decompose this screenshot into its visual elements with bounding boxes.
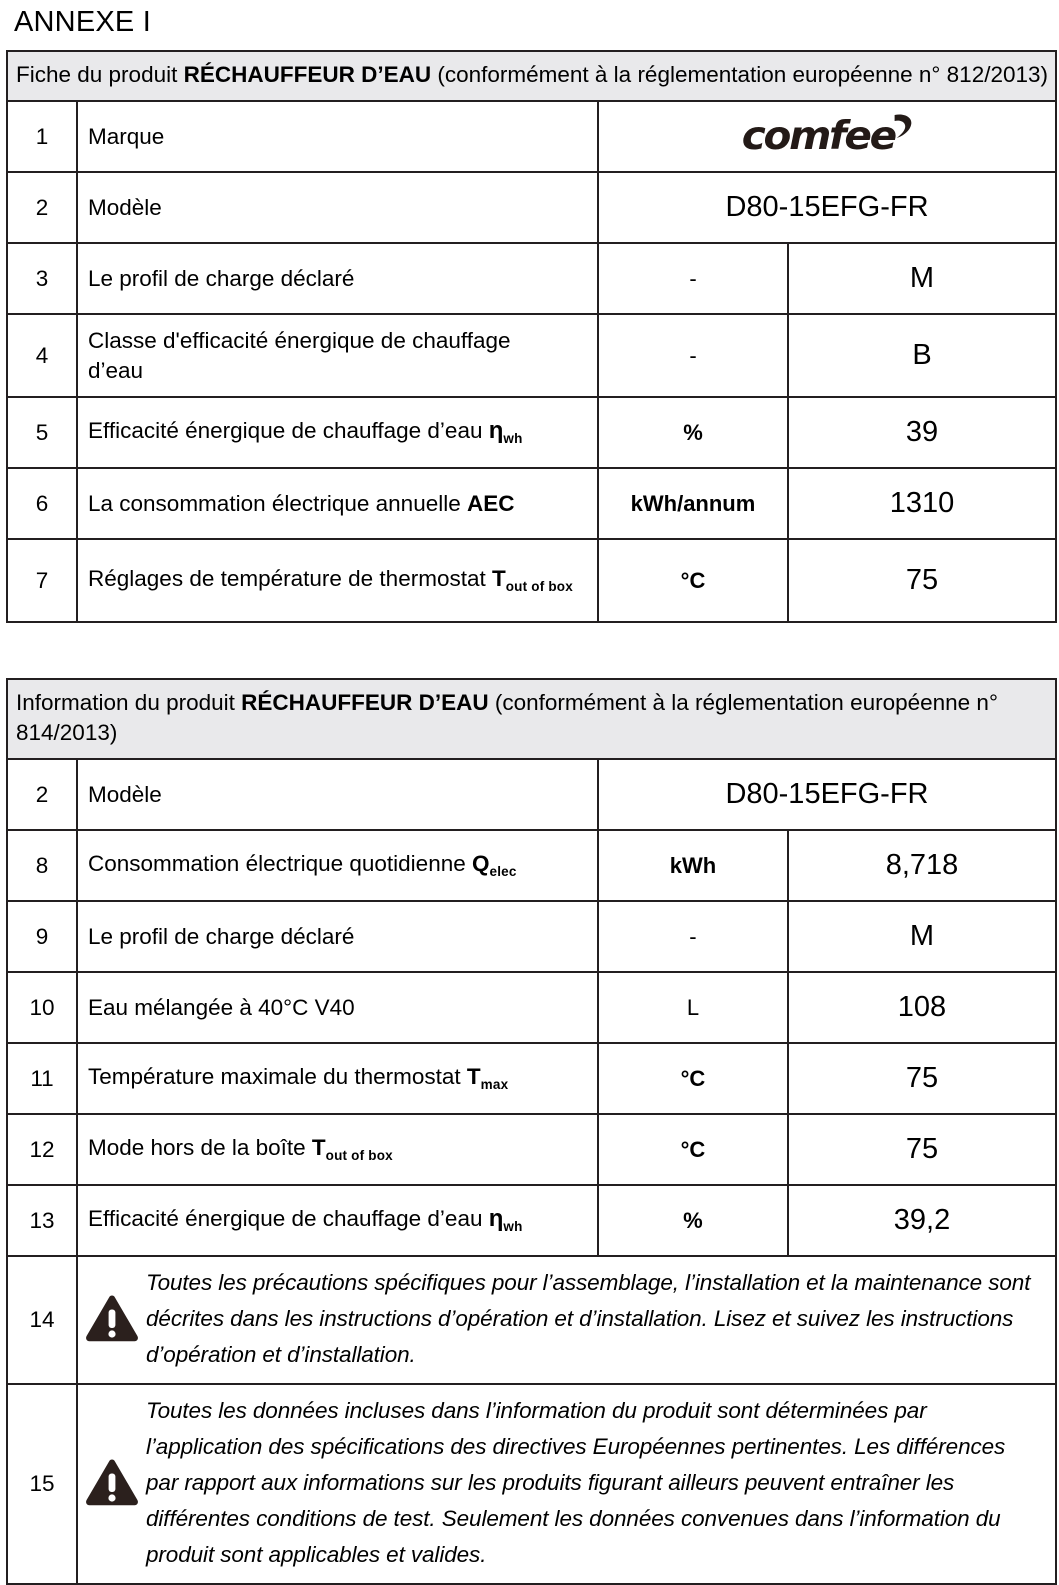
row-label-symbol: T <box>311 1135 326 1160</box>
row-label-symbol: T <box>491 566 506 591</box>
row-number: 10 <box>7 972 77 1043</box>
table-row <box>7 1114 1056 1185</box>
row-label-text: Mode hors de la boîte <box>88 1135 312 1160</box>
header-suffix: (conformément à la réglementation européenne n° 814/2013) <box>16 690 998 745</box>
table-note-row <box>7 1256 1056 1384</box>
row-number: 15 <box>7 1384 77 1584</box>
row-value: D80-15EFG-FR <box>598 172 1056 243</box>
row-unit: kWh <box>598 830 788 901</box>
row-unit: - <box>598 243 788 314</box>
row-unit: - <box>598 901 788 972</box>
row-value: D80-15EFG-FR <box>598 759 1056 830</box>
row-label <box>77 468 598 539</box>
row-unit: °C <box>598 539 788 622</box>
row-unit: % <box>598 1185 788 1256</box>
row-unit: °C <box>598 1114 788 1185</box>
row-label-subscript: wh <box>503 431 523 446</box>
warning-triangle-glyph <box>84 1458 140 1508</box>
table-row <box>7 901 1056 972</box>
comfee-swoosh-icon <box>893 113 914 139</box>
row-label-symbol: ƞ <box>488 1205 504 1232</box>
header-prefix: Information du produit <box>16 690 242 715</box>
row-number: 11 <box>7 1043 77 1114</box>
table-row <box>7 172 1056 243</box>
header-suffix: (conformément à la réglementation européenne n° 812/2013) <box>431 62 1049 87</box>
row-label-symbol: ƞ <box>488 417 504 444</box>
row-unit: °C <box>598 1043 788 1114</box>
row-label-text: Réglages de température de thermostat <box>88 566 492 591</box>
note-cell <box>77 1256 1056 1384</box>
row-number: 2 <box>7 172 77 243</box>
row-label: Modèle <box>77 759 598 830</box>
row-number: 12 <box>7 1114 77 1185</box>
row-label: Classe d'efficacité énergique de chauffage d’eau <box>77 314 598 397</box>
table-row <box>7 539 1056 622</box>
comfee-logo <box>742 114 912 159</box>
row-value: 8,718 <box>788 830 1056 901</box>
row-label: Le profil de charge déclaré <box>77 243 598 314</box>
table-row <box>7 468 1056 539</box>
table-row <box>7 243 1056 314</box>
row-value: 75 <box>788 1043 1056 1114</box>
product-information-table <box>6 678 1057 1585</box>
row-value: 39,2 <box>788 1185 1056 1256</box>
note-cell <box>77 1384 1056 1584</box>
row-value: 75 <box>788 1114 1056 1185</box>
row-number: 5 <box>7 397 77 468</box>
table-header-row <box>7 51 1056 101</box>
row-label-subscript: elec <box>489 864 517 879</box>
row-label <box>77 397 598 468</box>
product-fiche-table <box>6 50 1057 623</box>
table-row <box>7 972 1056 1043</box>
row-number: 3 <box>7 243 77 314</box>
row-value: 108 <box>788 972 1056 1043</box>
row-number: 13 <box>7 1185 77 1256</box>
row-label-subscript: max <box>480 1077 509 1092</box>
row-label-symbol: AEC <box>466 490 515 516</box>
table-note-row <box>7 1384 1056 1584</box>
table2-header-cell <box>7 679 1056 759</box>
row-label <box>77 1185 598 1256</box>
table-row <box>7 397 1056 468</box>
table-row <box>7 759 1056 830</box>
row-label <box>77 1114 598 1185</box>
comfee-wordmark: comfee <box>742 114 896 159</box>
table-header-row <box>7 679 1056 759</box>
table-row <box>7 101 1056 172</box>
row-label <box>77 830 598 901</box>
row-label-text: Efficacité énergique de chauffage d’eau <box>88 1206 489 1231</box>
table-row <box>7 1185 1056 1256</box>
row-value: M <box>788 901 1056 972</box>
row-label: Modèle <box>77 172 598 243</box>
row-number: 14 <box>7 1256 77 1384</box>
row-label-text: Efficacité énergique de chauffage d’eau <box>88 418 489 443</box>
row-label: Eau mélangée à 40°C V40 <box>77 972 598 1043</box>
row-value: M <box>788 243 1056 314</box>
row-number: 7 <box>7 539 77 622</box>
row-unit: - <box>598 314 788 397</box>
row-value: B <box>788 314 1056 397</box>
table-spacer <box>4 623 1055 678</box>
note-text: Toutes les données incluses dans l’information du produit sont déterminées par l’application des spécifications des directives Européennes pertinentes. Les différences par rapport aux informations sur les produits figurant ailleurs peuvent entraîner les différentes conditions de test. Seulement les données convenues dans l’information du produit sont applicables et valides. <box>146 1398 1006 1567</box>
row-unit: kWh/annum <box>598 468 788 539</box>
row-value: 1310 <box>788 468 1056 539</box>
note-text: Toutes les précautions spécifiques pour l’assemblage, l’installation et la maintenance sont décrites dans les instructions d’opération et d’installation. Lisez et suivez les instructions d’opération et d’installation. <box>146 1270 1031 1367</box>
warning-triangle-glyph <box>84 1294 140 1344</box>
row-label-text: La consommation électrique annuelle <box>88 490 467 516</box>
row-number: 9 <box>7 901 77 972</box>
row-label-text: Consommation électrique quotidienne <box>88 851 472 876</box>
row-label: Le profil de charge déclaré <box>77 901 598 972</box>
row-number: 8 <box>7 830 77 901</box>
page-title: ANNEXE I <box>14 6 151 38</box>
row-unit: L <box>598 972 788 1043</box>
row-value: 75 <box>788 539 1056 622</box>
warning-triangle-icon <box>78 1458 146 1508</box>
row-unit: % <box>598 397 788 468</box>
row-number: 4 <box>7 314 77 397</box>
row-value: 39 <box>788 397 1056 468</box>
row-label-text: Température maximale du thermostat <box>88 1064 467 1089</box>
row-label-subscript: out of box <box>325 1148 393 1163</box>
row-number: 1 <box>7 101 77 172</box>
row-label-subscript: wh <box>503 1219 523 1234</box>
row-label <box>77 539 598 622</box>
row-label-subscript: out of box <box>505 579 573 594</box>
header-bold: RÉCHAUFFEUR D’EAU <box>241 690 489 715</box>
table-row <box>7 1043 1056 1114</box>
row-label-symbol: Q <box>471 851 490 876</box>
header-prefix: Fiche du produit <box>16 62 184 87</box>
row-number: 6 <box>7 468 77 539</box>
row-number: 2 <box>7 759 77 830</box>
row-label <box>77 1043 598 1114</box>
row-label: Marque <box>77 101 598 172</box>
warning-triangle-icon <box>78 1294 146 1344</box>
row-label-symbol: T <box>466 1064 481 1089</box>
table1-header-cell <box>7 51 1056 101</box>
table-row <box>7 830 1056 901</box>
header-bold: RÉCHAUFFEUR D’EAU <box>183 62 432 87</box>
row-value-brand <box>598 101 1056 172</box>
table-row <box>7 314 1056 397</box>
